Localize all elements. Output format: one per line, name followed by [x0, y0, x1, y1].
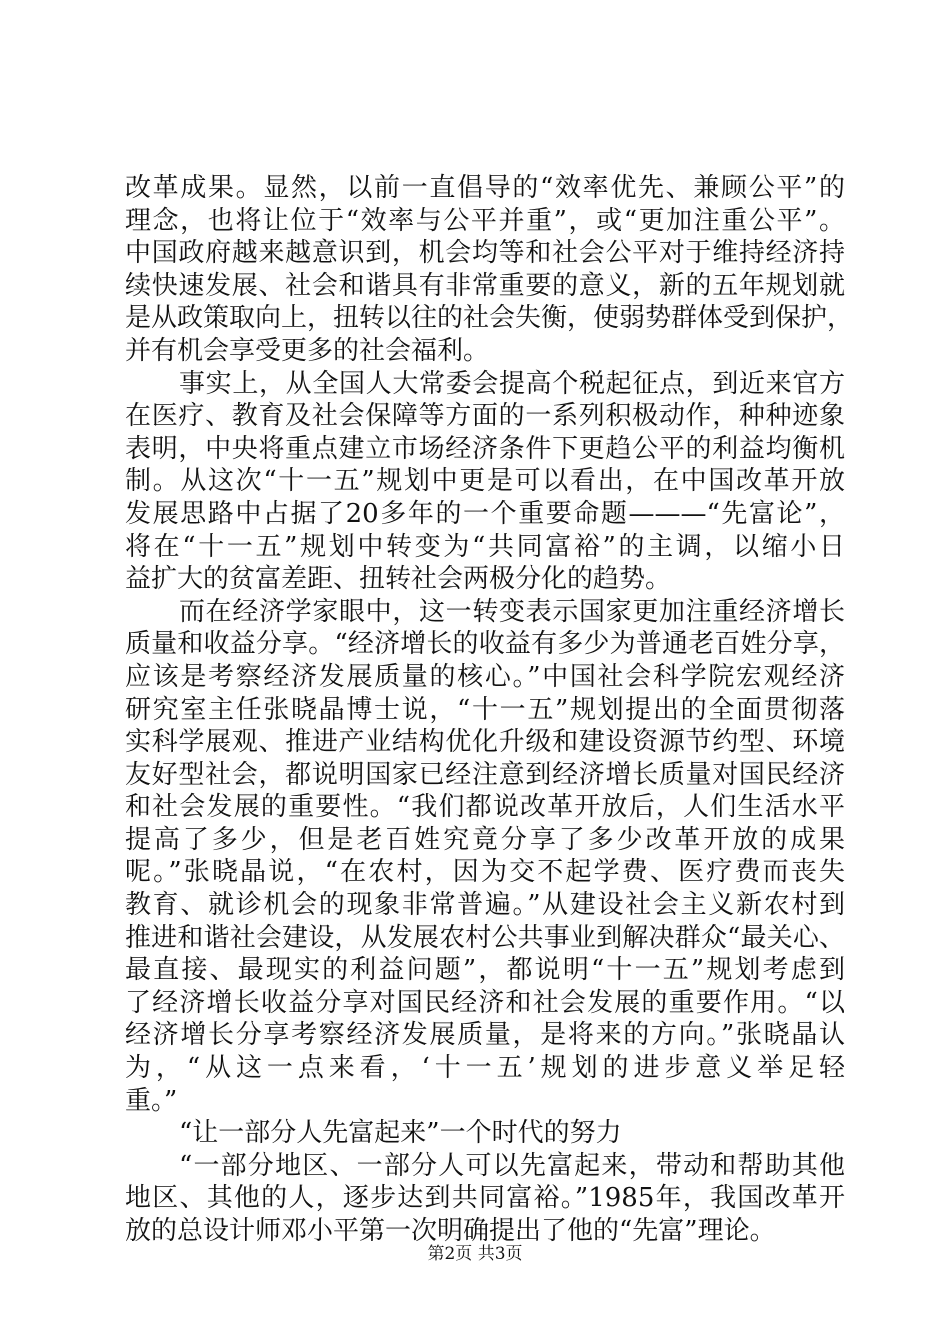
text-line: 改革成果。显然，以前一直倡导的“效率优先、兼顾公平”的 — [125, 173, 845, 203]
text-line: 中国政府越来越意识到，机会均等和社会公平对于维持经济持 — [125, 238, 845, 269]
paragraph-first-line: 事实上，从全国人大常委会提高个税起征点，到近来官方 — [179, 368, 845, 399]
document-body — [125, 172, 854, 1248]
text-line: 最直接、最现实的利益问题”，都说明“十一五”规划考虑到 — [125, 955, 845, 986]
text-line: 经济增长分享考察经济发展质量，是将来的方向。”张晓晶认 — [125, 1020, 845, 1051]
text-line: 教育、就诊机会的现象非常普遍。”从建设社会主义新农村到 — [125, 890, 845, 921]
text-line: 并有机会享受更多的社会福利。 — [125, 335, 490, 366]
text-line: 了经济增长收益分享对国民经济和社会发展的重要作用。“以 — [125, 987, 845, 1018]
text-line: 研究室主任张晓晶博士说，“十一五”规划提出的全面贯彻落 — [125, 694, 845, 725]
text-line: 和社会发展的重要性。“我们都说改革开放后，人们生活水平 — [125, 792, 845, 823]
text-line: 为，“从这一点来看，‘十一五’规划的进步意义举足轻 — [125, 1053, 845, 1084]
text-line: 重。” — [125, 1085, 178, 1116]
paragraph-first-line: “一部分地区、一部分人可以先富起来，带动和帮助其他 — [179, 1150, 845, 1181]
text-line: 质量和收益分享。“经济增长的收益有多少为普通老百姓分享， — [125, 629, 845, 660]
text-line: 放的总设计师邓小平第一次明确提出了他的“先富”理论。 — [125, 1216, 776, 1246]
text-line: 应该是考察经济发展质量的核心。”中国社会科学院宏观经济 — [125, 661, 845, 692]
text-line: 提高了多少，但是老百姓究竟分享了多少改革开放的成果 — [125, 824, 845, 855]
text-line: 发展思路中占据了20多年的一个重要命题———“先富论”， — [125, 498, 845, 529]
text-line: 实科学展观、推进产业结构优化升级和建设资源节约型、环境 — [125, 727, 845, 758]
text-line: 友好型社会，都说明国家已经注意到经济增长质量对国民经济 — [125, 759, 845, 790]
text-line: 理念，也将让位于“效率与公平并重”，或“更加注重公平”。 — [125, 205, 845, 236]
text-line: 在医疗、教育及社会保障等方面的一系列积极动作，种种迹象 — [125, 401, 845, 432]
text-line: 是从政策取向上，扭转以往的社会失衡，使弱势群体受到保护， — [125, 303, 854, 334]
page-number-footer: 第2页 共3页 — [427, 1244, 523, 1264]
text-line: 益扩大的贫富差距、扭转社会两极分化的趋势。 — [125, 564, 672, 595]
text-line: 将在“十一五”规划中转变为“共同富裕”的主调，以缩小日 — [125, 531, 845, 562]
text-line: 制。从这次“十一五”规划中更是可以看出，在中国改革开放 — [125, 466, 845, 497]
text-line: 推进和谐社会建设，从发展农村公共事业到解决群众“最关心、 — [125, 922, 845, 953]
section-heading: “让一部分人先富起来”一个时代的努力 — [179, 1118, 622, 1149]
text-line: 表明，中央将重点建立市场经济条件下更趋公平的利益均衡机 — [125, 433, 845, 464]
text-line: 地区、其他的人，逐步达到共同富裕。”1985年，我国改革开 — [125, 1183, 845, 1214]
paragraph-first-line: 而在经济学家眼中，这一转变表示国家更加注重经济增长 — [179, 596, 845, 627]
text-line: 续快速发展、社会和谐具有非常重要的意义，新的五年规划就 — [125, 270, 845, 301]
text-line: 呢。”张晓晶说，“在农村，因为交不起学费、医疗费而丧失 — [125, 857, 845, 888]
